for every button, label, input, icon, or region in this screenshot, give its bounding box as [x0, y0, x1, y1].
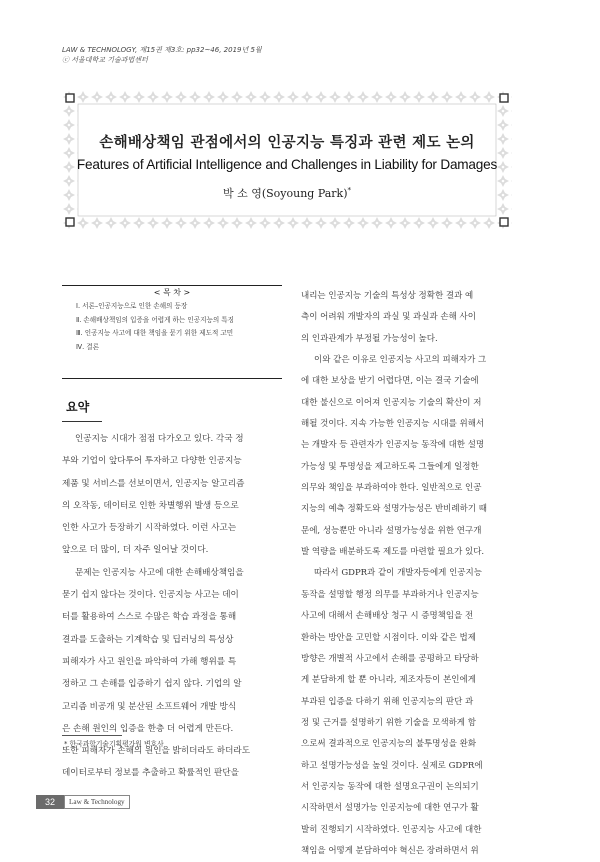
text-line: 앞으로 더 많이, 더 자주 일어날 것이다.: [62, 545, 209, 556]
text-line: 부과된 입증을 다하기 위해 인공지능의 판단 과: [301, 696, 474, 707]
text-line: 결과를 도출하는 기계학습 및 딥러닝의 특성상: [62, 634, 234, 645]
footnote: * 한국과학기술기획평가원 변호사: [64, 740, 164, 748]
text-line: 터를 활용하여 스스로 수많은 학습 과정을 통해: [62, 612, 237, 623]
footer-journal-label: Law & Technology: [64, 795, 130, 809]
text-line: 측이 어려워 개발자의 과실 및 과실과 손해 사이: [301, 312, 476, 323]
toc-list: [76, 300, 234, 354]
journal-header: [62, 46, 262, 65]
text-line: 시작하면서 설명가능 인공지능에 대한 연구가 활: [301, 803, 479, 814]
abstract-heading-underline: [62, 421, 102, 422]
text-line: 의 오작동, 데이터로 인한 차별행위 발생 등으로: [62, 500, 239, 511]
journal-citation: LAW & TECHNOLOGY, 제15권 제3호: pp32~46, 2019년 5월: [62, 46, 262, 54]
author-text: 박 소 영(Soyoung Park): [222, 187, 348, 200]
text-line: 정 및 근거를 설명하기 위한 기술을 모색하게 함: [301, 717, 476, 728]
abstract-left-column: [62, 428, 282, 785]
text-line: 이와 같은 이유로 인공지능 사고의 피해자가 그: [314, 355, 487, 366]
text-line: 부와 기업이 앞다투어 투자하고 다양한 인공지능: [62, 456, 242, 467]
text-line: 내리는 인공지능 기술의 특성상 정확한 결과 예: [301, 291, 474, 301]
toc-item: Ⅲ. 인공지능 사고에 대한 책임을 묻기 위한 제도적 고민: [76, 329, 234, 338]
text-line: 은 손해 원인의 입증을 한층 더 어렵게 만든다.: [62, 723, 234, 734]
abstract-heading: 요약: [66, 400, 90, 414]
toc-item: Ⅰ. 서론–인공지능으로 인한 손해의 등장: [76, 302, 188, 310]
text-line: 인공지능 시대가 점점 다가오고 있다. 각국 정: [75, 434, 244, 444]
text-line: 환하는 방안을 고민할 시점이다. 이와 같은 법제: [301, 632, 476, 643]
title-english: Features of Artificial Intelligence and Challenges in Liability for Damages: [76, 157, 498, 172]
text-line: 으로써 결과적으로 인공지능의 불투명성을 완화: [301, 739, 477, 750]
text-line: 지능의 예측 정확도와 설명가능성은 반비례하기 때: [301, 504, 487, 515]
toc-heading-text: < 목 차 >: [148, 288, 197, 297]
text-line: 해될 것이다. 지속 가능한 인공지능 시대를 위해서: [301, 419, 485, 430]
toc-item: Ⅱ. 손해배상책임의 입증을 어렵게 하는 인공지능의 특징: [76, 315, 235, 324]
text-line: 서 인공지능 동작에 대한 설명요구권이 논의되기: [301, 781, 479, 792]
text-line: 에 대한 보상을 받기 어렵다면, 이는 결국 기술에: [301, 376, 479, 387]
text-line: 는 개발자 등 관련자가 인공지능 동작에 대한 설명: [301, 440, 485, 451]
text-line: 의무와 책임을 부과하여야 한다. 일반적으로 인공: [301, 483, 482, 494]
text-line: 발히 진행되기 시작하였다. 인공지능 사고에 대한: [301, 824, 482, 835]
text-line: 제품 및 서비스를 선보이면서, 인공지능 알고리즘: [62, 478, 245, 489]
text-line: 사고에 대해서 손해배상 청구 시 증명책임을 전: [301, 611, 474, 622]
abstract-right-column: [301, 286, 521, 862]
title-box: [62, 90, 512, 230]
text-line: 데이터로부터 정보를 추출하고 확률적인 판단을: [62, 768, 239, 779]
text-line: 의 인과관계가 부정될 가능성이 높다.: [301, 333, 438, 344]
author-footnote-mark: *: [347, 186, 352, 195]
text-line: 문제는 인공지능 사고에 대한 손해배상책임을: [75, 567, 244, 578]
footnote-divider: [62, 735, 122, 736]
toc-heading: [62, 280, 282, 299]
text-line: 고리즘 비공개 및 분산된 소프트웨어 개발 방식: [62, 701, 237, 712]
text-line: 또한 피해자가 손해의 원인을 밝히더라도 하더라도: [62, 746, 250, 757]
text-line: 하고 설명가능성을 높일 것이다. 실제로 GDPR에: [301, 760, 483, 771]
text-line: 피해자가 사고 원인을 파악하여 가해 행위를 특: [62, 656, 237, 667]
text-line: 가능성 및 투명성을 제고하도록 그들에게 일정한: [301, 461, 479, 472]
text-line: 묻기 쉽지 않다는 것이다. 인공지능 사고는 데이: [62, 590, 239, 601]
text-line: 동작을 설명할 행정 의무를 부과하거나 인공지능: [301, 589, 479, 600]
text-line: 방향은 개별적 사고에서 손해를 공평하고 타당하: [301, 653, 479, 664]
text-line: 정하고 그 손해를 입증하기 쉽지 않다. 기업의 알: [62, 679, 242, 690]
publisher-line: ⓒ 서울대학교 기술과법센터: [62, 55, 148, 64]
author-name: [62, 185, 512, 201]
text-line: 대한 불신으로 이어져 인공지능 기술의 확산이 저: [301, 397, 482, 408]
toc-item: Ⅳ. 결론: [76, 342, 100, 351]
text-line: 책임을 어떻게 분담하여야 혁신은 장려하면서 위: [301, 845, 479, 856]
text-line: 발 역량을 배분하도록 제도를 마련할 필요가 있다.: [301, 547, 485, 558]
text-line: 따라서 GDPR과 같이 개발자등에게 인공지능: [314, 568, 482, 579]
title-korean: 손해배상책임 관점에서의 인공지능 특징과 관련 제도 논의: [99, 134, 475, 151]
text-line: 문에, 성능뿐만 아니라 설명가능성을 위한 연구개: [301, 525, 482, 536]
table-of-contents: [62, 285, 282, 379]
text-line: 게 분담하게 할 뿐 아니라, 제조자등이 본인에게: [301, 675, 476, 686]
text-line: 인한 사고가 등장하기 시작하였다. 이런 사고는: [62, 523, 237, 534]
page-number: 32: [36, 795, 64, 809]
